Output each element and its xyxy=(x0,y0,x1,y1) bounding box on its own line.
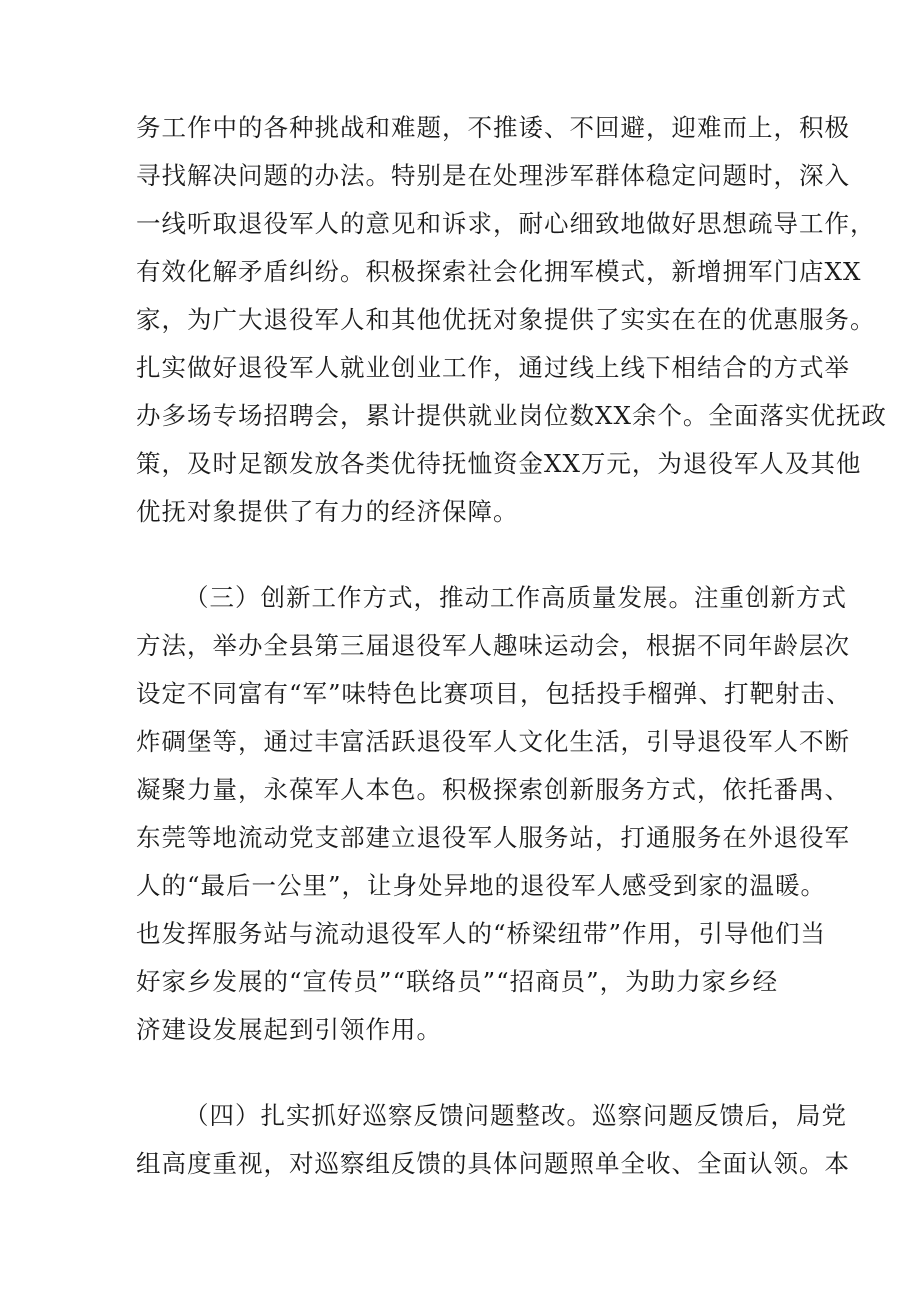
text-line: 扎实做好退役军人就业创业工作，通过线上线下相结合的方式举 xyxy=(136,353,850,382)
text-line: 凝聚力量，永葆军人本色。积极探索创新服务方式，依托番禺、 xyxy=(136,775,850,804)
text-line: 组高度重视，对巡察组反馈的具体问题照单全收、全面认领。本 xyxy=(136,1149,850,1178)
text-line: 一线听取退役军人的意见和诉求，耐心细致地做好思想疏导工作， xyxy=(136,209,876,238)
text-line: 也发挥服务站与流动退役军人的“桥梁纽带”作用，引导他们当 xyxy=(136,919,827,948)
text-line: 东莞等地流动党支部建立退役军人服务站，打通服务在外退役军 xyxy=(136,823,850,852)
text-line: 炸碉堡等，通过丰富活跃退役军人文化生活，引导退役军人不断 xyxy=(136,727,850,756)
text-line: 优抚对象提供了有力的经济保障。 xyxy=(136,497,519,526)
text-line: 济建设发展起到引领作用。 xyxy=(136,1015,442,1044)
text-line: 设定不同富有“军”味特色比赛项目，包括投手榴弹、打靶射击、 xyxy=(136,679,852,708)
text-line: 有效化解矛盾纠纷。积极探索社会化拥军模式，新增拥军门店XX xyxy=(136,257,862,286)
text-line: 务工作中的各种挑战和难题，不推诿、不回避，迎难而上，积极 xyxy=(136,113,850,142)
text-line: （三）创新工作方式，推动工作高质量发展。注重创新方式 xyxy=(184,583,847,612)
text-line: 好家乡发展的“宣传员”“联络员”“招商员”，为助力家乡经 xyxy=(136,967,779,996)
text-line: 方法，举办全县第三届退役军人趣味运动会，根据不同年龄层次 xyxy=(136,631,850,660)
text-line: 人的“最后一公里”，让身处异地的退役军人感受到家的温暖。 xyxy=(136,871,827,900)
text-line: （四）扎实抓好巡察反馈问题整改。巡察问题反馈后，局党 xyxy=(184,1101,847,1130)
text-line: 寻找解决问题的办法。特别是在处理涉军群体稳定问题时，深入 xyxy=(136,161,850,190)
text-line: 家，为广大退役军人和其他优抚对象提供了实实在在的优惠服务。 xyxy=(136,305,876,334)
text-line: 办多场专场招聘会，累计提供就业岗位数XX余个。全面落实优抚政 xyxy=(136,401,887,430)
text-line: 策，及时足额发放各类优待抚恤资金XX万元，为退役军人及其他 xyxy=(136,449,862,478)
